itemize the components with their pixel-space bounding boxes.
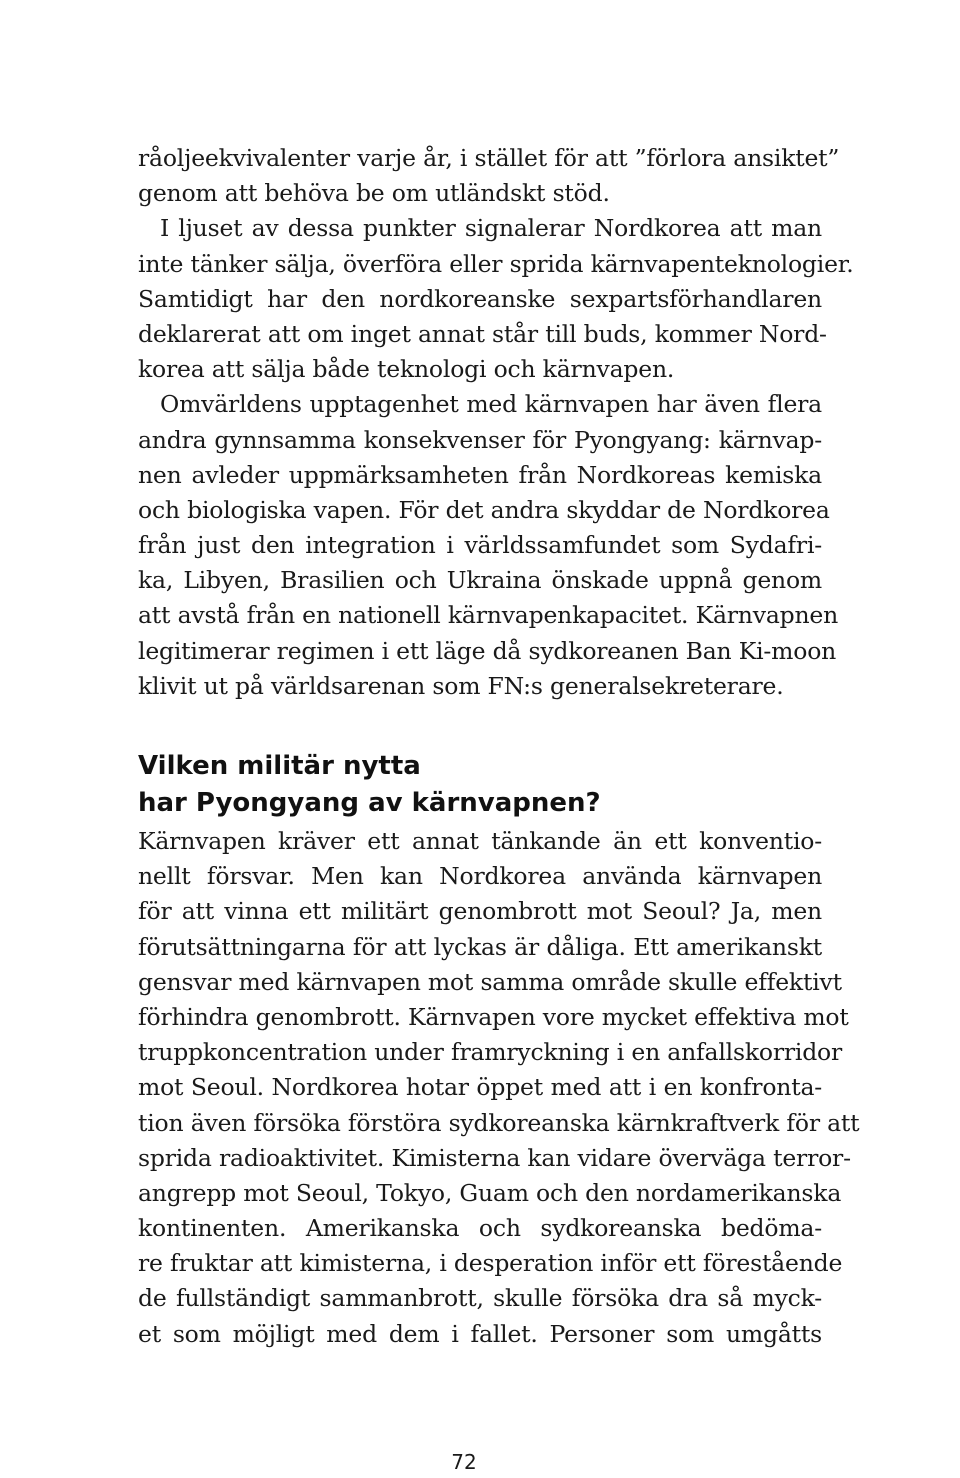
text-line: deklarerat att om inget annat står till buds, kommer Nord- [138, 319, 827, 348]
text-line: nellt försvar. Men kan Nordkorea använda kärnvapen [138, 862, 822, 891]
text-line: Omvärldens upptagenhet med kärnvapen har även flera [160, 390, 822, 419]
text-line: inte tänker sälja, överföra eller sprida kärnvapenteknologier. [138, 249, 854, 278]
text-line: förhindra genombrott. Kärnvapen vore mycket effektiva mot [138, 1002, 849, 1031]
text-line: att avstå från en nationell kärnvapenkapacitet. Kärnvapnen [138, 601, 839, 630]
section-heading [138, 748, 822, 822]
text-line: genom att behöva be om utländskt stöd. [138, 179, 610, 208]
text-line: Samtidigt har den nordkoreanske sexpartsförhandlaren [138, 284, 822, 313]
text-line: et som möjligt med dem i fallet. Personer som umgåtts [138, 1319, 822, 1348]
page-text-block [138, 141, 860, 1352]
text-line: klivit ut på världsarenan som FN:s generalsekreterare. [138, 671, 784, 700]
text-line: gensvar med kärnvapen mot samma område skulle effektivt [138, 967, 842, 996]
text-line: från just den integration i världssamfundet som Sydafri- [138, 531, 822, 560]
text-line: ka, Libyen, Brasilien och Ukraina önskade uppnå genom [138, 566, 822, 595]
text-line: korea att sälja både teknologi och kärnvapen. [138, 355, 675, 384]
text-line: angrepp mot Seoul, Tokyo, Guam och den nordamerikanska [138, 1178, 842, 1207]
paragraph-1 [138, 141, 840, 211]
text-line: I ljuset av dessa punkter signalerar Nordkorea att man [160, 214, 822, 243]
text-line: nen avleder uppmärksamheten från Nordkoreas kemiska [138, 460, 822, 489]
text-line: de fullständigt sammanbrott, skulle försöka dra så myck- [138, 1284, 822, 1313]
text-line: tion även försöka förstöra sydkoreanska kärnkraftverk för att [138, 1108, 860, 1137]
text-line: re fruktar att kimisterna, i desperation inför ett förestående [138, 1249, 843, 1278]
paragraph-2 [138, 211, 854, 387]
text-line: Kärnvapen kräver ett annat tänkande än ett konventio- [138, 827, 822, 855]
text-line: och biologiska vapen. För det andra skyddar de Nordkorea [138, 495, 830, 524]
text-line: andra gynnsamma konsekvenser för Pyongyang: kärnvap- [138, 425, 822, 454]
section-heading-line-2: har Pyongyang av kärnvapnen? [138, 788, 601, 818]
text-line: råoljeekvivalenter varje år, i stället för att ”förlora ansiktet” [138, 144, 840, 172]
section-heading-line-1: Vilken militär nytta [138, 751, 421, 781]
text-line: för att vinna ett militärt genombrott mot Seoul? Ja, men [138, 897, 822, 926]
text-line: legitimerar regimen i ett läge då sydkoreanen Ban Ki-moon [138, 636, 837, 665]
paragraph-3 [138, 387, 839, 704]
text-line: mot Seoul. Nordkorea hotar öppet med att i en konfronta- [138, 1073, 822, 1102]
text-line: sprida radioaktivitet. Kimisterna kan vidare överväga terror- [138, 1143, 851, 1172]
page-number: 72 [451, 1450, 477, 1474]
paragraph-4 [138, 824, 860, 1352]
text-line: kontinenten. Amerikanska och sydkoreanska bedöma- [138, 1214, 822, 1243]
text-line: truppkoncentration under framryckning i en anfallskorridor [138, 1038, 843, 1067]
text-line: förutsättningarna för att lyckas är dåliga. Ett amerikanskt [138, 932, 822, 961]
